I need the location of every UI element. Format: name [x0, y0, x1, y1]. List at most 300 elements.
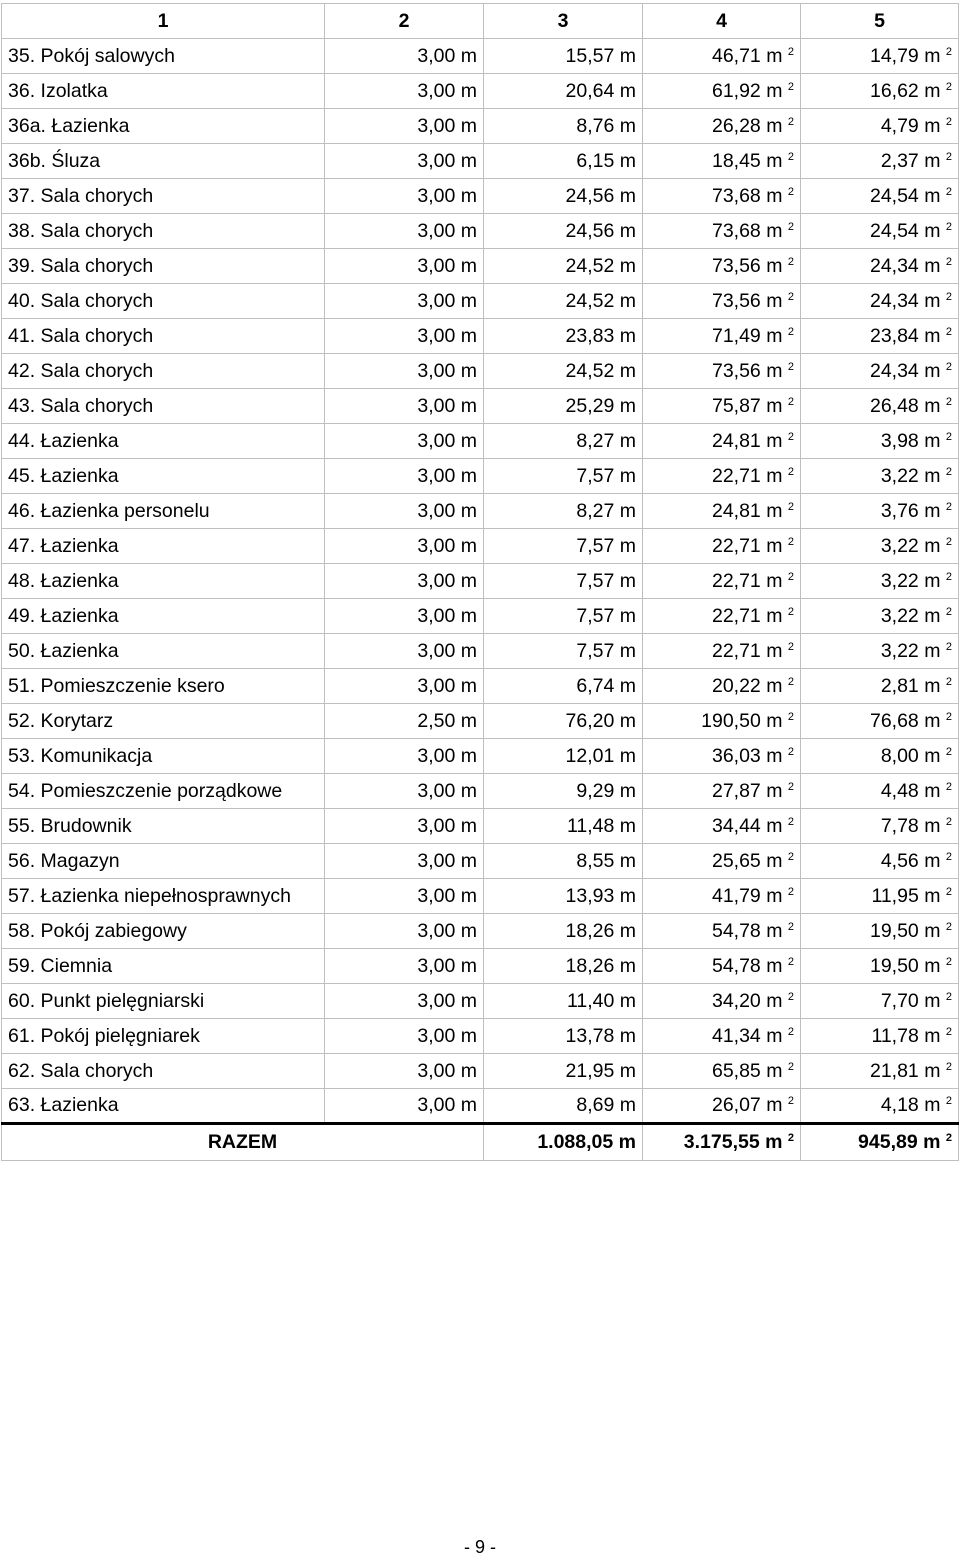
room-height: 3,00 m — [325, 669, 484, 704]
room-perimeter: 6,74 m — [484, 669, 643, 704]
room-name: 48. Łazienka — [2, 564, 325, 599]
floor-area-value: 4,79 m — [880, 114, 941, 137]
room-height: 3,00 m — [325, 354, 484, 389]
room-wall-area — [643, 1019, 801, 1054]
room-perimeter: 11,48 m — [484, 809, 643, 844]
room-wall-area — [643, 599, 801, 634]
table-row — [2, 39, 959, 74]
room-wall-area — [643, 284, 801, 319]
floor-area-value: 3,22 m — [880, 639, 941, 662]
room-height: 3,00 m — [325, 844, 484, 879]
area-exponent: 2 — [787, 920, 794, 933]
header-col-1: 1 — [2, 4, 325, 39]
area-exponent: 2 — [787, 850, 794, 863]
header-col-4: 4 — [643, 4, 801, 39]
room-floor-area — [801, 354, 959, 389]
room-wall-area — [643, 844, 801, 879]
room-name: 36b. Śluza — [2, 144, 325, 179]
table-row — [2, 844, 959, 879]
room-perimeter: 24,56 m — [484, 179, 643, 214]
table-row — [2, 914, 959, 949]
room-floor-area — [801, 739, 959, 774]
room-wall-area — [643, 389, 801, 424]
wall-area-value: 22,71 m — [711, 569, 783, 592]
room-area-table — [1, 3, 959, 1161]
room-name: 62. Sala chorych — [2, 1054, 325, 1089]
area-exponent: 2 — [945, 780, 952, 793]
room-height: 3,00 m — [325, 179, 484, 214]
floor-area-value: 26,48 m — [869, 394, 941, 417]
wall-area-value: 61,92 m — [711, 79, 783, 102]
area-exponent: 2 — [787, 570, 794, 583]
room-height: 3,00 m — [325, 949, 484, 984]
room-height: 3,00 m — [325, 319, 484, 354]
page-number: - 9 - — [463, 1537, 496, 1557]
floor-area-value: 3,76 m — [880, 499, 941, 522]
area-exponent: 2 — [945, 255, 952, 268]
table-row — [2, 144, 959, 179]
area-exponent: 2 — [787, 640, 794, 653]
header-col-2: 2 — [325, 4, 484, 39]
area-exponent: 2 — [945, 710, 952, 723]
area-exponent: 2 — [945, 465, 952, 478]
table-row — [2, 109, 959, 144]
room-name: 39. Sala chorych — [2, 249, 325, 284]
floor-area-value: 3,22 m — [880, 534, 941, 557]
room-name: 55. Brudownik — [2, 809, 325, 844]
area-exponent: 2 — [787, 255, 794, 268]
table-row — [2, 669, 959, 704]
room-perimeter: 6,15 m — [484, 144, 643, 179]
room-floor-area — [801, 564, 959, 599]
total-perimeter: 1.088,05 m — [484, 1124, 643, 1161]
floor-area-value: 11,78 m — [871, 1024, 941, 1047]
room-floor-area — [801, 39, 959, 74]
room-perimeter: 15,57 m — [484, 39, 643, 74]
table-row — [2, 424, 959, 459]
room-perimeter: 7,57 m — [484, 634, 643, 669]
area-exponent: 2 — [945, 815, 952, 828]
room-wall-area — [643, 704, 801, 739]
table-row — [2, 354, 959, 389]
room-wall-area — [643, 319, 801, 354]
area-exponent: 2 — [787, 115, 794, 128]
room-floor-area — [801, 634, 959, 669]
area-exponent: 2 — [945, 150, 952, 163]
room-wall-area — [643, 809, 801, 844]
area-exponent: 2 — [787, 605, 794, 618]
floor-area-value: 19,50 m — [869, 954, 941, 977]
wall-area-value: 22,71 m — [711, 639, 783, 662]
room-name: 36. Izolatka — [2, 74, 325, 109]
room-perimeter: 8,55 m — [484, 844, 643, 879]
table-row — [2, 1019, 959, 1054]
room-floor-area — [801, 809, 959, 844]
area-exponent: 2 — [945, 605, 952, 618]
area-exponent: 2 — [787, 1060, 794, 1073]
area-exponent: 2 — [787, 395, 794, 408]
area-exponent: 2 — [945, 675, 952, 688]
area-exponent: 2 — [787, 220, 794, 233]
floor-area-value: 3,22 m — [880, 604, 941, 627]
wall-area-value: 65,85 m — [711, 1059, 783, 1082]
room-perimeter: 13,93 m — [484, 879, 643, 914]
area-exponent: 2 — [787, 885, 794, 898]
room-floor-area — [801, 914, 959, 949]
area-exponent: 2 — [945, 1060, 952, 1073]
room-floor-area — [801, 1019, 959, 1054]
floor-area-value: 4,48 m — [880, 779, 941, 802]
area-exponent: 2 — [945, 1132, 952, 1144]
area-exponent: 2 — [945, 325, 952, 338]
room-height: 3,00 m — [325, 214, 484, 249]
room-height: 3,00 m — [325, 634, 484, 669]
wall-area-value: 27,87 m — [711, 779, 783, 802]
floor-area-value: 23,84 m — [869, 324, 941, 347]
room-name: 54. Pomieszczenie porządkowe — [2, 774, 325, 809]
area-exponent: 2 — [787, 80, 794, 93]
room-floor-area — [801, 74, 959, 109]
area-exponent: 2 — [945, 640, 952, 653]
wall-area-value: 24,81 m — [711, 499, 783, 522]
room-name: 58. Pokój zabiegowy — [2, 914, 325, 949]
room-wall-area — [643, 249, 801, 284]
floor-area-value: 24,34 m — [869, 359, 941, 382]
room-wall-area — [643, 564, 801, 599]
area-exponent: 2 — [945, 1095, 952, 1107]
table-footer — [2, 1124, 959, 1161]
room-wall-area — [643, 494, 801, 529]
wall-area-value: 73,68 m — [711, 184, 783, 207]
room-wall-area — [643, 214, 801, 249]
room-height: 3,00 m — [325, 39, 484, 74]
room-floor-area — [801, 284, 959, 319]
floor-area-value: 4,18 m — [880, 1094, 941, 1116]
room-height: 3,00 m — [325, 879, 484, 914]
room-wall-area — [643, 109, 801, 144]
wall-area-value: 73,56 m — [711, 289, 783, 312]
room-perimeter: 13,78 m — [484, 1019, 643, 1054]
room-wall-area — [643, 634, 801, 669]
table-row — [2, 949, 959, 984]
area-exponent: 2 — [945, 885, 952, 898]
area-exponent: 2 — [945, 360, 952, 373]
room-wall-area — [643, 354, 801, 389]
area-exponent: 2 — [787, 710, 794, 723]
room-perimeter: 7,57 m — [484, 529, 643, 564]
wall-area-value: 22,71 m — [711, 464, 783, 487]
room-perimeter: 24,52 m — [484, 249, 643, 284]
room-perimeter: 20,64 m — [484, 74, 643, 109]
area-exponent: 2 — [787, 150, 794, 163]
floor-area-value: 8,00 m — [880, 744, 941, 767]
room-perimeter: 21,95 m — [484, 1054, 643, 1089]
area-exponent: 2 — [945, 955, 952, 968]
room-height: 3,00 m — [325, 144, 484, 179]
floor-area-value: 11,95 m — [871, 884, 941, 907]
room-name: 51. Pomieszczenie ksero — [2, 669, 325, 704]
floor-area-value: 14,79 m — [869, 44, 941, 67]
header-col-5: 5 — [801, 4, 959, 39]
table-row — [2, 984, 959, 1019]
room-wall-area — [643, 914, 801, 949]
table-row — [2, 214, 959, 249]
table-row — [2, 389, 959, 424]
total-wall-area-value: 3.175,55 m — [683, 1131, 783, 1153]
area-exponent: 2 — [945, 990, 952, 1003]
area-exponent: 2 — [945, 850, 952, 863]
area-exponent: 2 — [945, 395, 952, 408]
table-row — [2, 494, 959, 529]
room-wall-area — [643, 39, 801, 74]
room-floor-area — [801, 949, 959, 984]
table-header — [2, 4, 959, 39]
room-floor-area — [801, 774, 959, 809]
total-row — [2, 1124, 959, 1161]
floor-area-value: 24,34 m — [869, 289, 941, 312]
header-row — [2, 4, 959, 39]
room-wall-area — [643, 739, 801, 774]
room-floor-area — [801, 529, 959, 564]
total-wall-area — [643, 1124, 801, 1161]
room-name: 59. Ciemnia — [2, 949, 325, 984]
table-row — [2, 284, 959, 319]
table-row — [2, 564, 959, 599]
table-row — [2, 459, 959, 494]
room-wall-area — [643, 529, 801, 564]
room-name: 35. Pokój salowych — [2, 39, 325, 74]
room-wall-area — [643, 669, 801, 704]
room-floor-area — [801, 179, 959, 214]
table-row — [2, 179, 959, 214]
room-height: 3,00 m — [325, 564, 484, 599]
wall-area-value: 46,71 m — [711, 44, 783, 67]
area-exponent: 2 — [787, 45, 794, 58]
room-name: 52. Korytarz — [2, 704, 325, 739]
room-name: 43. Sala chorych — [2, 389, 325, 424]
room-floor-area — [801, 844, 959, 879]
room-perimeter: 76,20 m — [484, 704, 643, 739]
room-wall-area — [643, 74, 801, 109]
room-height: 2,50 m — [325, 704, 484, 739]
area-exponent: 2 — [945, 570, 952, 583]
room-height: 3,00 m — [325, 424, 484, 459]
room-perimeter: 11,40 m — [484, 984, 643, 1019]
wall-area-value: 36,03 m — [711, 744, 783, 767]
room-wall-area — [643, 424, 801, 459]
room-wall-area — [643, 879, 801, 914]
floor-area-value: 2,81 m — [880, 674, 941, 697]
area-exponent: 2 — [787, 430, 794, 443]
room-height: 3,00 m — [325, 284, 484, 319]
wall-area-value: 73,56 m — [711, 254, 783, 277]
room-floor-area — [801, 599, 959, 634]
room-perimeter: 8,27 m — [484, 494, 643, 529]
floor-area-value: 7,78 m — [880, 814, 941, 837]
area-exponent: 2 — [945, 290, 952, 303]
room-height: 3,00 m — [325, 739, 484, 774]
room-perimeter: 24,56 m — [484, 214, 643, 249]
wall-area-value: 73,56 m — [711, 359, 783, 382]
table-row — [2, 704, 959, 739]
area-exponent: 2 — [787, 1025, 794, 1038]
room-name: 42. Sala chorych — [2, 354, 325, 389]
wall-area-value: 26,28 m — [711, 114, 783, 137]
wall-area-value: 24,81 m — [711, 429, 783, 452]
wall-area-value: 71,49 m — [711, 324, 783, 347]
room-name: 61. Pokój pielęgniarek — [2, 1019, 325, 1054]
room-name: 50. Łazienka — [2, 634, 325, 669]
room-perimeter: 18,26 m — [484, 914, 643, 949]
room-name: 38. Sala chorych — [2, 214, 325, 249]
room-name: 41. Sala chorych — [2, 319, 325, 354]
floor-area-value: 3,22 m — [880, 464, 941, 487]
table-row — [2, 319, 959, 354]
table-row — [2, 634, 959, 669]
room-height: 3,00 m — [325, 914, 484, 949]
room-perimeter: 9,29 m — [484, 774, 643, 809]
room-wall-area — [643, 949, 801, 984]
room-wall-area — [643, 179, 801, 214]
room-floor-area — [801, 389, 959, 424]
floor-area-value: 3,22 m — [880, 569, 941, 592]
area-exponent: 2 — [787, 535, 794, 548]
table-row — [2, 599, 959, 634]
area-exponent: 2 — [945, 220, 952, 233]
wall-area-value: 20,22 m — [711, 674, 783, 697]
room-perimeter: 7,57 m — [484, 459, 643, 494]
area-exponent: 2 — [945, 920, 952, 933]
room-name: 37. Sala chorych — [2, 179, 325, 214]
room-wall-area — [643, 774, 801, 809]
floor-area-value: 24,54 m — [869, 219, 941, 242]
floor-area-value: 7,70 m — [880, 989, 941, 1012]
room-height: 3,00 m — [325, 774, 484, 809]
room-name: 49. Łazienka — [2, 599, 325, 634]
room-name: 53. Komunikacja — [2, 739, 325, 774]
area-exponent: 2 — [945, 500, 952, 513]
wall-area-value: 41,34 m — [711, 1024, 783, 1047]
room-perimeter: 7,57 m — [484, 599, 643, 634]
total-floor-area-value: 945,89 m — [858, 1131, 941, 1153]
area-exponent: 2 — [787, 500, 794, 513]
room-floor-area — [801, 144, 959, 179]
room-wall-area — [643, 1089, 801, 1124]
area-exponent: 2 — [945, 45, 952, 58]
room-floor-area — [801, 459, 959, 494]
room-floor-area — [801, 669, 959, 704]
room-name: 36a. Łazienka — [2, 109, 325, 144]
room-wall-area — [643, 144, 801, 179]
room-perimeter: 23,83 m — [484, 319, 643, 354]
area-exponent: 2 — [787, 1132, 794, 1144]
area-exponent: 2 — [945, 185, 952, 198]
area-exponent: 2 — [787, 290, 794, 303]
room-floor-area — [801, 1089, 959, 1124]
area-exponent: 2 — [787, 465, 794, 478]
room-perimeter: 12,01 m — [484, 739, 643, 774]
wall-area-value: 54,78 m — [711, 919, 783, 942]
area-exponent: 2 — [787, 325, 794, 338]
room-floor-area — [801, 984, 959, 1019]
room-wall-area — [643, 459, 801, 494]
room-height: 3,00 m — [325, 529, 484, 564]
floor-area-value: 76,68 m — [869, 709, 941, 732]
area-exponent: 2 — [945, 430, 952, 443]
room-name: 60. Punkt pielęgniarski — [2, 984, 325, 1019]
room-perimeter: 7,57 m — [484, 564, 643, 599]
total-label: RAZEM — [2, 1124, 484, 1161]
table-body — [2, 39, 959, 1124]
area-exponent: 2 — [787, 745, 794, 758]
room-name: 40. Sala chorych — [2, 284, 325, 319]
room-height: 3,00 m — [325, 459, 484, 494]
room-perimeter: 8,76 m — [484, 109, 643, 144]
table-row — [2, 774, 959, 809]
room-perimeter: 18,26 m — [484, 949, 643, 984]
wall-area-value: 26,07 m — [711, 1094, 783, 1116]
table-row — [2, 529, 959, 564]
room-floor-area — [801, 879, 959, 914]
floor-area-value: 24,54 m — [869, 184, 941, 207]
room-name: 63. Łazienka — [2, 1089, 325, 1124]
room-name: 47. Łazienka — [2, 529, 325, 564]
table-row — [2, 74, 959, 109]
area-exponent: 2 — [787, 955, 794, 968]
table-row — [2, 739, 959, 774]
room-wall-area — [643, 1054, 801, 1089]
table-row — [2, 249, 959, 284]
area-exponent: 2 — [945, 535, 952, 548]
room-name: 44. Łazienka — [2, 424, 325, 459]
area-exponent: 2 — [787, 185, 794, 198]
wall-area-value: 41,79 m — [711, 884, 783, 907]
area-exponent: 2 — [787, 360, 794, 373]
room-height: 3,00 m — [325, 599, 484, 634]
area-exponent: 2 — [945, 1025, 952, 1038]
room-height: 3,00 m — [325, 1089, 484, 1124]
room-height: 3,00 m — [325, 74, 484, 109]
room-name: 56. Magazyn — [2, 844, 325, 879]
table-row — [2, 1089, 959, 1124]
area-exponent: 2 — [945, 80, 952, 93]
wall-area-value: 34,20 m — [711, 989, 783, 1012]
room-floor-area — [801, 214, 959, 249]
room-name: 45. Łazienka — [2, 459, 325, 494]
room-perimeter: 25,29 m — [484, 389, 643, 424]
room-height: 3,00 m — [325, 809, 484, 844]
room-floor-area — [801, 494, 959, 529]
floor-area-value: 4,56 m — [880, 849, 941, 872]
room-height: 3,00 m — [325, 494, 484, 529]
room-height: 3,00 m — [325, 389, 484, 424]
wall-area-value: 73,68 m — [711, 219, 783, 242]
room-perimeter: 24,52 m — [484, 284, 643, 319]
room-height: 3,00 m — [325, 109, 484, 144]
room-height: 3,00 m — [325, 984, 484, 1019]
wall-area-value: 190,50 m — [701, 709, 783, 732]
room-floor-area — [801, 249, 959, 284]
table-row — [2, 1054, 959, 1089]
floor-area-value: 3,98 m — [880, 429, 941, 452]
area-exponent: 2 — [787, 990, 794, 1003]
room-perimeter: 8,27 m — [484, 424, 643, 459]
area-exponent: 2 — [787, 780, 794, 793]
header-col-3: 3 — [484, 4, 643, 39]
room-floor-area — [801, 319, 959, 354]
wall-area-value: 75,87 m — [711, 394, 783, 417]
wall-area-value: 34,44 m — [711, 814, 783, 837]
